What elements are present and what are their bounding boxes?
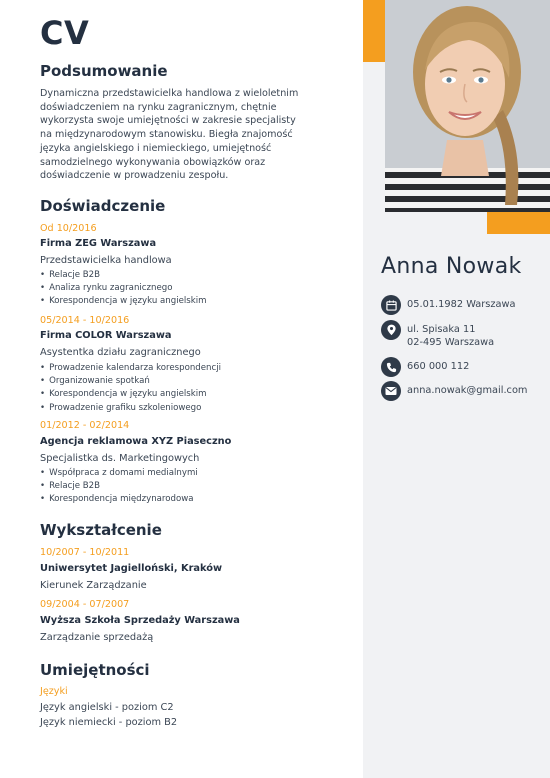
education-school: Wyższa Szkoła Sprzedaży Warszawa (40, 615, 240, 626)
accent-block-top (363, 0, 385, 62)
experience-heading: Doświadczenie (40, 197, 166, 215)
profile-photo (385, 0, 550, 212)
contact-address (381, 320, 494, 349)
email-icon (381, 381, 401, 401)
contact-phone (381, 357, 469, 377)
list-item: • Korespondencja międzynarodowa (40, 493, 198, 506)
experience-role: Przedstawicielka handlowa (40, 255, 172, 266)
education-field: Zarządzanie sprzedażą (40, 632, 154, 643)
location-icon (381, 320, 401, 340)
education-date: 09/2004 - 07/2007 (40, 599, 130, 610)
education-field: Kierunek Zarządzanie (40, 580, 147, 591)
skills-subheading: Języki (40, 686, 68, 697)
list-item: • Relacje B2B (40, 269, 206, 282)
list-item: • Organizowanie spotkań (40, 375, 221, 388)
phone-text: 660 000 112 (407, 361, 470, 372)
experience-date: 01/2012 - 02/2014 (40, 420, 130, 431)
phone-icon (381, 357, 401, 377)
education-date: 10/2007 - 10/2011 (40, 547, 130, 558)
contact-email (381, 381, 527, 401)
skill-item: Język angielski - poziom C2 (40, 702, 174, 713)
address-line1: ul. Spisaka 11 (407, 324, 476, 335)
email-text: anna.nowak@gmail.com (407, 385, 528, 396)
list-item: • Korespondencja w języku angielskim (40, 295, 206, 308)
experience-date: Od 10/2016 (40, 223, 97, 234)
experience-date: 05/2014 - 10/2016 (40, 315, 130, 326)
experience-company: Firma ZEG Warszawa (40, 238, 157, 249)
experience-role: Asystentka działu zagranicznego (40, 347, 201, 358)
list-item: • Analiza rynku zagranicznego (40, 282, 206, 295)
list-item: • Prowadzenie kalendarza korespondencji (40, 362, 221, 375)
experience-bullets (40, 269, 206, 309)
cv-title: CV (40, 14, 90, 52)
contact-birth (381, 295, 516, 315)
skill-item: Język niemiecki - poziom B2 (40, 717, 178, 728)
experience-bullets (40, 362, 221, 415)
calendar-icon (381, 295, 401, 315)
list-item: • Korespondencja w języku angielskim (40, 388, 221, 401)
experience-bullets (40, 467, 198, 507)
summary-heading: Podsumowanie (40, 62, 168, 80)
experience-role: Specjalistka ds. Marketingowych (40, 453, 200, 464)
list-item: • Współpraca z domami medialnymi (40, 467, 198, 480)
address-line2: 02-495 Warszawa (407, 337, 495, 348)
experience-company: Firma COLOR Warszawa (40, 330, 172, 341)
address-text (407, 320, 494, 349)
profile-name: Anna Nowak (381, 254, 522, 279)
education-heading: Wykształcenie (40, 521, 162, 539)
summary-text: Dynamiczna przedstawicielka handlowa z wieloletnim doświadczeniem na rynku zagranicznym, chętnie wykorzysta swoje umiejętności w zakresie specjalisty na międzynarodowym stanowisku. Biegła znajomość języka angielskiego i niemieckiego, umiejętność samodzielnego wykonywania obowiązków oraz doświadczenie w prowadzeniu zespołu. (40, 88, 299, 182)
skills-heading: Umiejętności (40, 661, 150, 679)
education-school: Uniwersytet Jagielloński, Kraków (40, 563, 223, 574)
experience-company: Agencja reklamowa XYZ Piaseczno (40, 436, 232, 447)
list-item: • Prowadzenie grafiku szkoleniowego (40, 402, 221, 415)
accent-block-bottom (487, 212, 550, 234)
birth-text: 05.01.1982 Warszawa (407, 299, 516, 310)
list-item: • Relacje B2B (40, 480, 198, 493)
